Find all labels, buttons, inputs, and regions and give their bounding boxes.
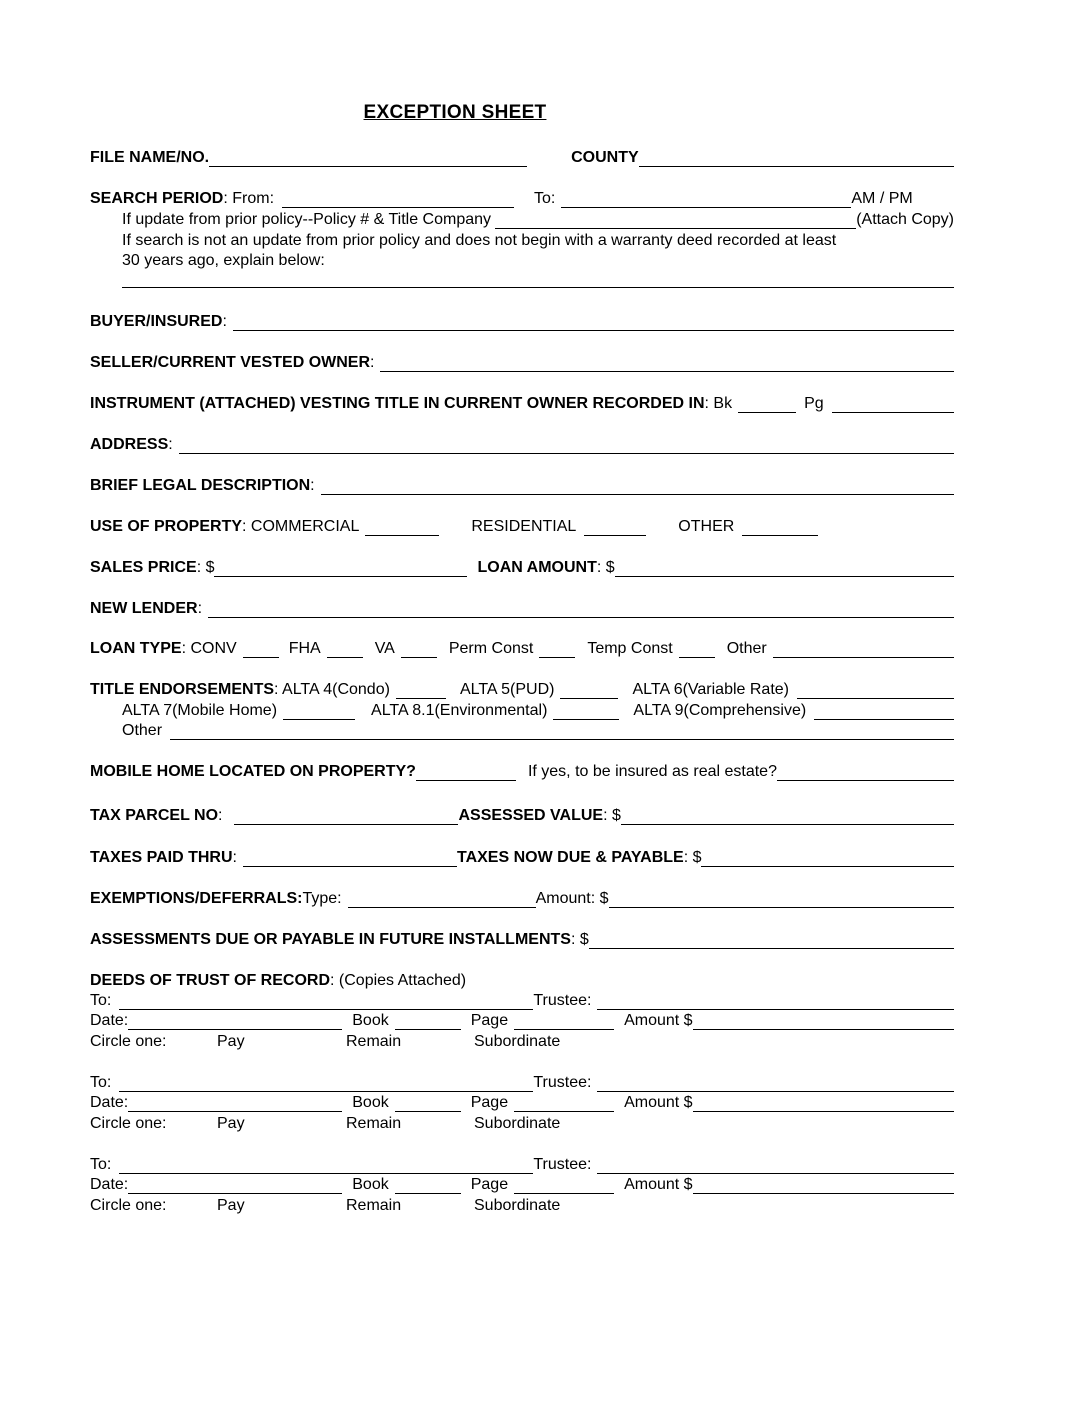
deed-1-subordinate-option[interactable]: Subordinate: [474, 1033, 561, 1050]
circle-one-label: Circle one:: [90, 1197, 167, 1214]
page-title: EXCEPTION SHEET: [363, 102, 547, 123]
deed-to-label: To:: [90, 1074, 112, 1091]
sales-dollar: : $: [196, 559, 215, 576]
deed-date-label: Date:: [90, 1012, 129, 1029]
deed-date-label: Date:: [90, 1176, 129, 1193]
deed-trustee-label: Trustee:: [533, 992, 592, 1009]
loan-type-label: LOAN TYPE: [90, 640, 182, 657]
deed-3-book-field[interactable]: [395, 1176, 461, 1194]
real-estate-field[interactable]: [777, 763, 954, 781]
legal-label: BRIEF LEGAL DESCRIPTION: [90, 477, 311, 494]
deed-2-remain-option[interactable]: Remain: [346, 1115, 402, 1132]
taxes-due-label: TAXES NOW DUE & PAYABLE: [456, 849, 684, 866]
alta5-field[interactable]: [560, 681, 618, 699]
assessments-label: ASSESSMENTS DUE OR PAYABLE IN FUTURE INSTALLMENTS: [90, 931, 571, 948]
deed-3-page-field[interactable]: [514, 1176, 614, 1194]
prior-policy-label: If update from prior policy--Policy # & Title Company: [122, 211, 492, 228]
sales-label: SALES PRICE: [90, 559, 197, 576]
prior-policy-field[interactable]: [495, 211, 856, 229]
temp-const-label: Temp Const: [587, 640, 673, 657]
assessments-dollar: : $: [570, 931, 589, 948]
deed-3-date-row: [90, 1173, 954, 1194]
deeds-header-row: [90, 969, 954, 990]
legal-colon: :: [310, 477, 315, 494]
search-note-text-1: If search is not an update from prior policy and does not begin with a warranty deed recorded at least: [122, 232, 837, 249]
conv-field[interactable]: [243, 640, 279, 658]
deed-page-label: Page: [470, 1176, 509, 1193]
seller-row: [90, 351, 954, 372]
circle-one-label: Circle one:: [90, 1115, 167, 1132]
search-note-line2: [122, 249, 954, 270]
am-pm-label: AM / PM: [851, 190, 913, 207]
exception-sheet-form: [90, 0, 954, 1408]
conv-label: : CONV: [181, 640, 237, 657]
bk-label: : Bk: [704, 395, 733, 412]
address-row: [90, 433, 954, 454]
address-colon: :: [168, 436, 173, 453]
search-to-label: To:: [534, 190, 556, 207]
taxes-paid-field[interactable]: [243, 849, 457, 867]
search-from-field[interactable]: [282, 190, 514, 208]
fha-field[interactable]: [327, 640, 363, 658]
deed-3-subordinate-option[interactable]: Subordinate: [474, 1197, 561, 1214]
deed-2-subordinate-option[interactable]: Subordinate: [474, 1115, 561, 1132]
exemption-amount-field[interactable]: [609, 890, 954, 908]
deeds-label: DEEDS OF TRUST OF RECORD: [90, 972, 331, 989]
residential-field[interactable]: [584, 518, 646, 536]
temp-const-field[interactable]: [679, 640, 715, 658]
deed-2-book-field[interactable]: [395, 1094, 461, 1112]
sales-row: [90, 556, 954, 577]
va-field[interactable]: [401, 640, 437, 658]
instrument-row: [90, 392, 954, 413]
address-field[interactable]: [179, 436, 954, 454]
deed-3-circle-row: [90, 1194, 954, 1215]
other-use-label: OTHER: [678, 518, 735, 535]
deed-book-label: Book: [352, 1012, 389, 1029]
deed-1-page-field[interactable]: [514, 1012, 614, 1030]
taxes-due-field[interactable]: [701, 849, 954, 867]
deed-1-to-field[interactable]: [119, 992, 533, 1010]
loan-amount-field[interactable]: [615, 559, 954, 577]
assessments-row: [90, 928, 954, 949]
other-loan-field[interactable]: [773, 640, 954, 658]
deed-1-remain-option[interactable]: Remain: [346, 1033, 402, 1050]
loan-amount-label: LOAN AMOUNT: [477, 559, 597, 576]
deed-2-pay-option[interactable]: Pay: [217, 1115, 245, 1132]
va-label: VA: [374, 640, 395, 657]
deed-2-circle-row: [90, 1112, 954, 1133]
endorsements-label: TITLE ENDORSEMENTS: [90, 681, 275, 698]
alta4-label: : ALTA 4(Condo): [274, 681, 390, 698]
deed-trustee-label: Trustee:: [533, 1156, 592, 1173]
deed-to-label: To:: [90, 1156, 112, 1173]
taxes-due-dollar: : $: [683, 849, 702, 866]
seller-field[interactable]: [380, 354, 954, 372]
deed-page-label: Page: [470, 1094, 509, 1111]
use-label: USE OF PROPERTY: [90, 518, 243, 535]
deed-1-amount-field[interactable]: [693, 1012, 954, 1030]
deed-amount-label: Amount $: [624, 1176, 693, 1193]
alta7-label: ALTA 7(Mobile Home): [122, 702, 278, 719]
alta9-label: ALTA 9(Comprehensive): [633, 702, 807, 719]
lender-field[interactable]: [208, 600, 954, 618]
loan-amount-dollar: : $: [596, 559, 615, 576]
deed-3-pay-option[interactable]: Pay: [217, 1197, 245, 1214]
deed-3-amount-field[interactable]: [693, 1176, 954, 1194]
county-label: COUNTY: [571, 149, 639, 166]
commercial-field[interactable]: [365, 518, 439, 536]
deed-page-label: Page: [470, 1012, 509, 1029]
deed-amount-label: Amount $: [624, 1094, 693, 1111]
file-name-field[interactable]: [209, 149, 527, 167]
prior-policy-row: [122, 208, 954, 229]
taxes-paid-colon: :: [232, 849, 237, 866]
deed-1-date-field[interactable]: [128, 1012, 342, 1030]
search-to-field[interactable]: [561, 190, 851, 208]
buyer-colon: :: [222, 313, 227, 330]
lender-colon: :: [197, 600, 203, 617]
address-label: ADDRESS: [90, 436, 169, 453]
deed-1-trustee-field[interactable]: [597, 992, 954, 1010]
deed-1-date-row: [90, 1009, 954, 1030]
exemption-amount-label: Amount: $: [535, 890, 609, 907]
alta6-label: ALTA 6(Variable Rate): [632, 681, 789, 698]
deed-1-pay-option[interactable]: Pay: [217, 1033, 245, 1050]
exemption-type-label: Type:: [302, 890, 342, 907]
deed-3-trustee-field[interactable]: [597, 1156, 954, 1174]
deed-3-date-field[interactable]: [128, 1176, 342, 1194]
taxes-paid-label: TAXES PAID THRU: [90, 849, 233, 866]
exemptions-label: EXEMPTIONS/DEFERRALS:: [90, 890, 303, 907]
search-from-label: : From:: [223, 190, 275, 207]
exemptions-row: [90, 887, 954, 908]
explain-field[interactable]: [122, 287, 954, 288]
deed-2-date-row: [90, 1091, 954, 1112]
buyer-label: BUYER/INSURED: [90, 313, 223, 330]
use-row: [90, 515, 954, 536]
alta9-field[interactable]: [814, 702, 954, 720]
deeds-note: : (Copies Attached): [330, 972, 467, 989]
perm-const-label: Perm Const: [448, 640, 534, 657]
tax-parcel-label: TAX PARCEL NO: [90, 807, 219, 824]
deed-3-to-field[interactable]: [119, 1156, 533, 1174]
endorsements-row-1: [90, 678, 954, 699]
lender-row: [90, 597, 954, 618]
seller-label: SELLER/CURRENT VESTED OWNER: [90, 354, 371, 371]
legal-row: [90, 474, 954, 495]
pg-label: Pg: [804, 395, 824, 412]
perm-const-field[interactable]: [539, 640, 575, 658]
deed-trustee-label: Trustee:: [533, 1074, 592, 1091]
tax-parcel-field[interactable]: [234, 807, 458, 825]
deed-2-to-row: [90, 1071, 954, 1092]
fha-label: FHA: [288, 640, 321, 657]
deed-2-amount-field[interactable]: [693, 1094, 954, 1112]
alta4-field[interactable]: [396, 681, 446, 699]
deed-2-page-field[interactable]: [514, 1094, 614, 1112]
deed-2-trustee-field[interactable]: [597, 1074, 954, 1092]
seller-colon: :: [370, 354, 375, 371]
instrument-label: INSTRUMENT (ATTACHED) VESTING TITLE IN CURRENT OWNER RECORDED IN: [90, 395, 705, 412]
endorsement-other-label: Other: [122, 722, 163, 739]
deed-book-label: Book: [352, 1094, 389, 1111]
buyer-field[interactable]: [233, 313, 954, 331]
alta5-label: ALTA 5(PUD): [459, 681, 555, 698]
endorsements-row-3: [122, 719, 954, 740]
search-note-text-2: 30 years ago, explain below:: [122, 252, 325, 269]
mobile-home-field[interactable]: [416, 763, 516, 781]
deed-3-to-row: [90, 1153, 954, 1174]
deed-2-to-field[interactable]: [119, 1074, 533, 1092]
county-field[interactable]: [639, 149, 954, 167]
assessed-value-label: ASSESSED VALUE: [458, 807, 604, 824]
alta81-label: ALTA 8.1(Environmental): [371, 702, 548, 719]
file-name-label: FILE NAME/NO.: [90, 149, 210, 166]
pg-field[interactable]: [832, 395, 954, 413]
residential-label: RESIDENTIAL: [471, 518, 577, 535]
file-name-row: [90, 146, 954, 167]
bk-field[interactable]: [738, 395, 796, 413]
exemption-type-field[interactable]: [348, 890, 536, 908]
deed-2-date-field[interactable]: [128, 1094, 342, 1112]
buyer-row: [90, 310, 954, 331]
endorsement-other-field[interactable]: [170, 722, 954, 740]
real-estate-question: If yes, to be insured as real estate?: [527, 763, 777, 780]
tax-parcel-colon: :: [218, 807, 223, 824]
commercial-label: : COMMERCIAL: [242, 518, 360, 535]
endorsements-row-2: [122, 699, 954, 720]
deed-to-label: To:: [90, 992, 112, 1009]
legal-field[interactable]: [321, 477, 954, 495]
alta6-field[interactable]: [797, 681, 954, 699]
other-use-field[interactable]: [742, 518, 818, 536]
search-note-line1: [122, 229, 954, 250]
circle-one-label: Circle one:: [90, 1033, 167, 1050]
deed-1-to-row: [90, 989, 954, 1010]
alta7-field[interactable]: [283, 702, 355, 720]
assessments-field[interactable]: [589, 931, 954, 949]
sales-price-field[interactable]: [214, 559, 467, 577]
loan-type-row: [90, 637, 954, 658]
search-period-row: [90, 187, 954, 208]
alta81-field[interactable]: [553, 702, 619, 720]
mobile-home-row: [90, 760, 954, 781]
taxes-paid-row: [90, 846, 954, 867]
assessed-value-dollar: : $: [603, 807, 621, 824]
mobile-home-label: MOBILE HOME LOCATED ON PROPERTY?: [90, 763, 416, 780]
attach-copy-label: (Attach Copy): [856, 211, 954, 228]
deed-3-remain-option[interactable]: Remain: [346, 1197, 402, 1214]
search-period-label: SEARCH PERIOD: [90, 190, 224, 207]
deed-book-label: Book: [352, 1176, 389, 1193]
assessed-value-field[interactable]: [621, 807, 954, 825]
deed-1-book-field[interactable]: [395, 1012, 461, 1030]
deed-1-circle-row: [90, 1030, 954, 1051]
deed-amount-label: Amount $: [624, 1012, 693, 1029]
lender-label: NEW LENDER: [90, 600, 198, 617]
other-loan-label: Other: [726, 640, 767, 657]
tax-parcel-row: [90, 804, 954, 825]
deed-date-label: Date:: [90, 1094, 129, 1111]
